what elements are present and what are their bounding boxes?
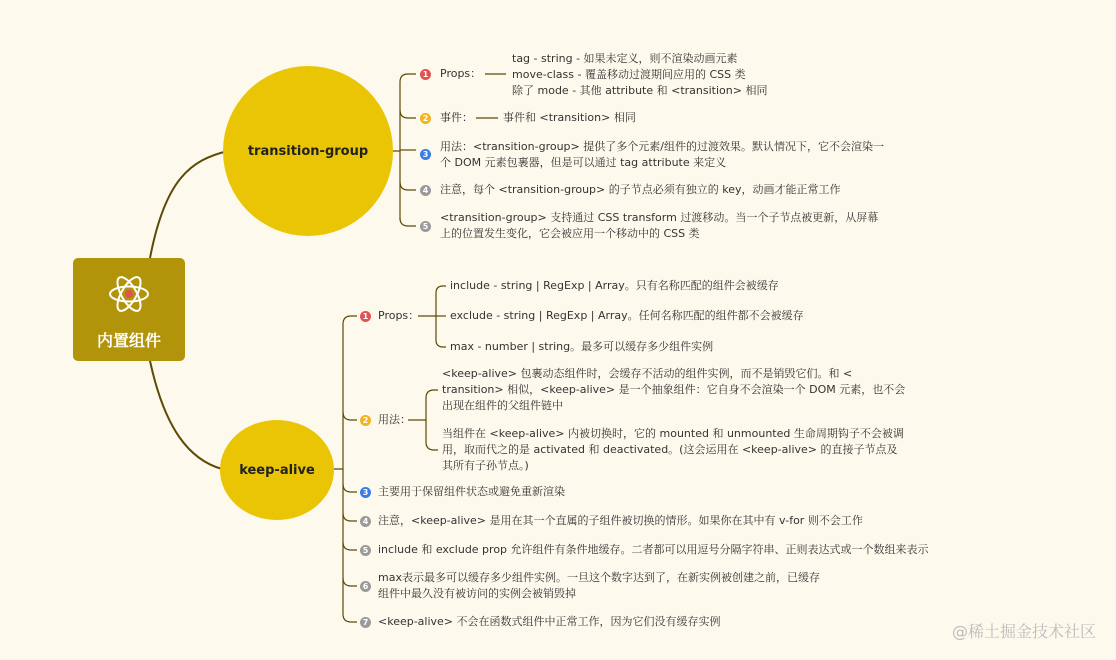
atom-icon <box>107 272 151 316</box>
ka-usage-line[interactable]: 出现在组件的父组件链中 <box>442 399 563 412</box>
ka-item-line[interactable]: max表示最多可以缓存多少组件实例。一旦这个数字达到了，在新实例被创建之前，已缓存 <box>378 571 820 584</box>
topic-transition-group[interactable] <box>223 66 393 236</box>
root-node[interactable] <box>73 258 185 361</box>
ka-props-line[interactable]: include - string | RegExp | Array。只有名称匹配的组件会被缓存 <box>450 279 779 292</box>
number-badge-icon: 3 <box>360 487 371 498</box>
ka-item-text[interactable]: include 和 exclude prop 允许组件有条件地缓存。二者都可以用逗号分隔字符串、正则表达式或一个数组来表示 <box>378 543 929 556</box>
root-label: 内置组件 <box>96 331 161 350</box>
topic-label: transition-group <box>247 143 369 159</box>
tg-props-line[interactable]: move-class - 覆盖移动过渡期间应用的 CSS 类 <box>512 68 746 81</box>
number-badge-icon: 1 <box>420 69 431 80</box>
number-badge-icon: 1 <box>360 311 371 322</box>
ka-usage-label[interactable]: 用法： <box>378 413 411 426</box>
tg-usage-line[interactable]: 个 DOM 元素包裹器，但是可以通过 tag attribute 来定义 <box>440 156 727 169</box>
ka-usage-line[interactable]: <keep-alive> 包裹动态组件时，会缓存不活动的组件实例，而不是销毁它们。和 < <box>442 367 853 380</box>
topic-label: keep-alive <box>239 462 315 478</box>
tg-usage-line[interactable]: 用法：<transition-group> 提供了多个元素/组件的过渡效果。默认情况下，它不会渲染一 <box>440 140 884 153</box>
ka-item-text[interactable]: 主要用于保留组件状态或避免重新渲染 <box>378 485 565 498</box>
ka-usage-line[interactable]: 其所有子孙节点。) <box>442 459 529 472</box>
topic-keep-alive[interactable] <box>220 420 334 520</box>
number-badge-icon: 7 <box>360 617 371 628</box>
tg-transform-line[interactable]: <transition-group> 支持通过 CSS transform 过渡移动。当一个子节点被更新，从屏幕 <box>440 211 879 224</box>
number-badge-icon: 4 <box>360 516 371 527</box>
tg-props-line[interactable]: tag - string - 如果未定义，则不渲染动画元素 <box>512 52 738 65</box>
tg-props-line[interactable]: 除了 mode - 其他 attribute 和 <transition> 相同 <box>512 84 768 97</box>
number-badge-icon: 5 <box>420 221 431 232</box>
number-badge-icon: 2 <box>420 113 431 124</box>
number-badge-icon: 6 <box>360 581 371 592</box>
ka-item-text[interactable]: <keep-alive> 不会在函数式组件中正常工作，因为它们没有缓存实例 <box>378 615 721 628</box>
watermark: @稀土掘金技术社区 <box>951 622 1096 641</box>
ka-item-text[interactable]: 注意，<keep-alive> 是用在其一个直属的子组件被切换的情形。如果你在其中有 v-for 则不会工作 <box>378 514 863 527</box>
number-badge-icon: 4 <box>420 185 431 196</box>
tg-note-text[interactable]: 注意，每个 <transition-group> 的子节点必须有独立的 key，动画才能正常工作 <box>440 183 841 196</box>
tg-events-label[interactable]: 事件： <box>440 111 473 124</box>
tg-props-label[interactable]: Props： <box>440 67 482 80</box>
number-badge-icon: 5 <box>360 545 371 556</box>
ka-item-line[interactable]: 组件中最久没有被访问的实例会被销毁掉 <box>378 587 576 600</box>
ka-usage-line[interactable]: 用，取而代之的是 activated 和 deactivated。(这会运用在 <keep-alive> 的直接子节点及 <box>442 443 898 456</box>
tg-transform-line[interactable]: 上的位置发生变化，它会被应用一个移动中的 CSS 类 <box>440 227 700 240</box>
ka-usage-line[interactable]: 当组件在 <keep-alive> 内被切换时，它的 mounted 和 unmounted 生命周期钩子不会被调 <box>442 427 904 440</box>
number-badge-icon: 3 <box>420 149 431 160</box>
ka-props-label[interactable]: Props： <box>378 309 420 322</box>
tg-events-text[interactable]: 事件和 <transition> 相同 <box>503 111 636 124</box>
ka-props-line[interactable]: max - number | string。最多可以缓存多少组件实例 <box>450 340 714 353</box>
ka-usage-line[interactable]: transition> 相似，<keep-alive> 是一个抽象组件：它自身不会渲染一个 DOM 元素，也不会 <box>442 383 906 396</box>
ka-props-line[interactable]: exclude - string | RegExp | Array。任何名称匹配的组件都不会被缓存 <box>450 309 804 322</box>
number-badge-icon: 2 <box>360 415 371 426</box>
